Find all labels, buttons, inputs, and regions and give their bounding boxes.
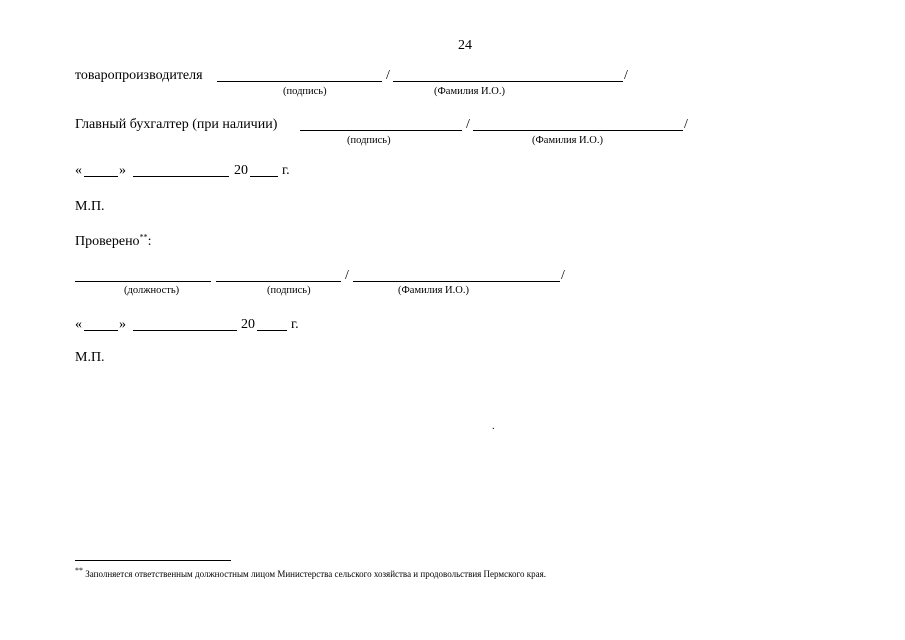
producer-label: товаропроизводителя (75, 68, 203, 83)
date2-day-line (84, 330, 118, 331)
date2-open-quote: « (75, 317, 82, 332)
producer-signature-line (217, 81, 382, 82)
footnote-reference: ** (139, 232, 148, 242)
page-number: 24 (458, 38, 472, 53)
producer-name-line (393, 81, 623, 82)
footnote (75, 566, 546, 580)
accountant-slash-close: / (684, 117, 688, 132)
checker-signature-line (216, 281, 341, 282)
checker-name-caption: (Фамилия И.О.) (398, 285, 469, 296)
producer-signature-caption: (подпись) (283, 86, 327, 97)
footnote-text: Заполняется ответственным должностным лицом Министерства сельского хозяйства и продовольствия Пермского края. (85, 569, 546, 579)
checker-signature-caption: (подпись) (267, 285, 311, 296)
producer-slash-open: / (386, 68, 390, 83)
accountant-slash-open: / (466, 117, 470, 132)
date1-year-prefix: 20 (234, 163, 248, 178)
footnote-separator (75, 560, 231, 561)
checker-name-line (353, 281, 560, 282)
date1-year-suffix: г. (282, 163, 290, 178)
date1-open-quote: « (75, 163, 82, 178)
accountant-label: Главный бухгалтер (при наличии) (75, 117, 278, 132)
date1-year-line (250, 176, 278, 177)
checker-slash-close: / (561, 268, 565, 283)
stray-dot: . (492, 421, 495, 432)
checked-label (75, 234, 151, 250)
checker-position-line (75, 281, 211, 282)
date2-year-line (257, 330, 287, 331)
producer-slash-close: / (624, 68, 628, 83)
footnote-mark: ** (75, 566, 83, 575)
date1-month-line (133, 176, 229, 177)
checker-position-caption: (должность) (124, 285, 180, 296)
accountant-signature-line (300, 130, 462, 131)
checked-colon: : (147, 234, 152, 249)
date1-day-line (84, 176, 118, 177)
date2-close-quote: » (119, 317, 126, 332)
accountant-signature-caption: (подпись) (347, 135, 391, 146)
checked-label-text: Проверено (75, 234, 140, 249)
stamp-placeholder-2: М.П. (75, 350, 105, 365)
stamp-placeholder: М.П. (75, 199, 105, 214)
checker-slash-open: / (345, 268, 349, 283)
date2-year-prefix: 20 (241, 317, 255, 332)
producer-name-caption: (Фамилия И.О.) (434, 86, 505, 97)
date1-close-quote: » (119, 163, 126, 178)
accountant-name-line (473, 130, 683, 131)
accountant-name-caption: (Фамилия И.О.) (532, 135, 603, 146)
date2-year-suffix: г. (291, 317, 299, 332)
date2-month-line (133, 330, 237, 331)
